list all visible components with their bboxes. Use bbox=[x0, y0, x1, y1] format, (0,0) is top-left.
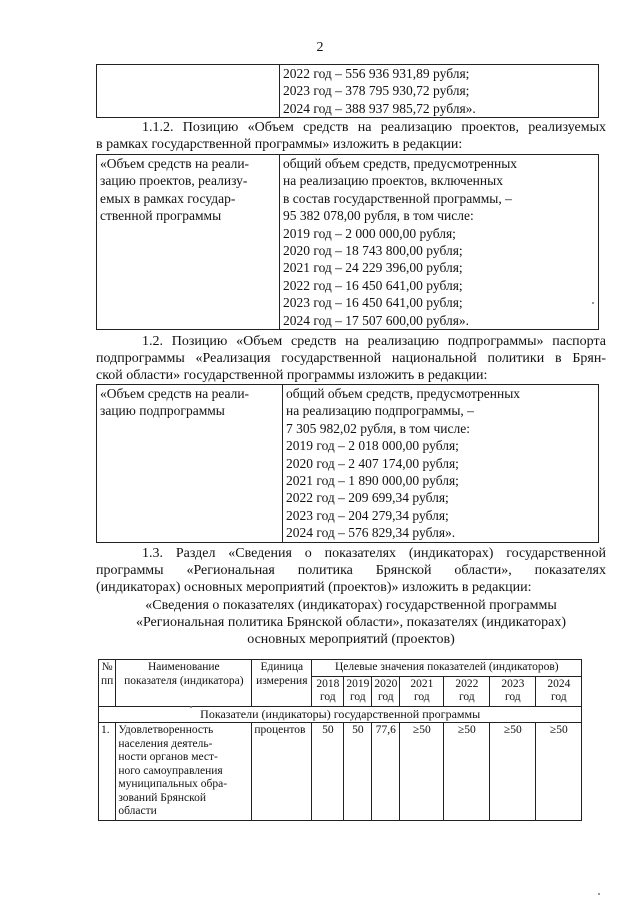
box3-right-line: 2021 год – 1 890 000,00 рубля; bbox=[286, 473, 459, 489]
row-value: 50 bbox=[312, 723, 344, 821]
year-value: 2024 bbox=[547, 677, 571, 690]
paragraph-1-1-2-line1: 1.1.2. Позицию «Объем средств на реализацию проектов, реализуемых bbox=[142, 120, 606, 135]
box3-left-line: «Объем средств на реали- bbox=[100, 386, 250, 401]
year-label: год bbox=[413, 691, 430, 703]
box2-left-line: емых в рамках государ- bbox=[100, 190, 236, 206]
box2-left-line: ственной программы bbox=[100, 208, 222, 224]
year-label: год bbox=[377, 691, 394, 703]
year-header bbox=[400, 676, 444, 706]
year-label: год bbox=[349, 691, 366, 703]
year-label: год bbox=[458, 691, 475, 703]
box2-right-line: на реализацию проектов, включенных bbox=[283, 173, 503, 189]
year-value: 2023 bbox=[501, 677, 525, 690]
header-target-values: Целевые значения показателей (индикаторов) bbox=[312, 660, 582, 677]
box3-right-line: 2022 год – 209 699,34 рубля; bbox=[286, 490, 449, 506]
box2-right-line: 2023 год – 16 450 641,00 рубля; bbox=[283, 295, 463, 311]
box1-right-cell bbox=[280, 65, 599, 118]
budget-box-2 bbox=[96, 154, 599, 330]
box3-right-line: 2024 год – 576 829,34 рубля». bbox=[286, 525, 456, 541]
row-value: 77,6 bbox=[372, 723, 400, 821]
table-row bbox=[99, 723, 582, 821]
header-name-line: показателя (индикатора) bbox=[124, 674, 244, 687]
paragraph-1-3-line1: 1.3. Раздел «Сведения о показателях (индикаторах) государственной bbox=[142, 546, 606, 561]
row-indicator-name bbox=[116, 723, 252, 821]
year-value: 2018 bbox=[316, 677, 340, 690]
scan-speck bbox=[190, 706, 192, 708]
row-value: ≥50 bbox=[400, 723, 444, 821]
row-name-line: муниципальных обра- bbox=[118, 778, 228, 790]
paragraph-1-2-line1: 1.2. Позицию «Объем средств на реализацию подпрограммы» паспорта bbox=[142, 334, 606, 349]
header-number bbox=[99, 660, 116, 707]
section-title-line1: «Сведения о показателях (индикаторах) государственной программы bbox=[145, 598, 557, 613]
row-name-line: ного самоуправления bbox=[118, 764, 223, 777]
box2-right-line: 2022 год – 16 450 641,00 рубля; bbox=[283, 277, 463, 293]
row-name-line: области bbox=[118, 805, 157, 817]
row-number: 1. bbox=[99, 723, 116, 821]
box2-right-line: 95 382 078,00 рубля, в том числе: bbox=[283, 208, 474, 224]
box2-right-line: в состав государственной программы, – bbox=[283, 190, 512, 206]
box2-right-line: 2024 год – 17 507 600,00 рубля». bbox=[283, 312, 470, 328]
box1-line: 2022 год – 556 936 931,89 рубля; bbox=[283, 66, 470, 81]
header-number-line: № bbox=[101, 661, 113, 673]
indicators-table bbox=[98, 659, 582, 821]
row-value: ≥50 bbox=[444, 723, 490, 821]
year-header bbox=[372, 676, 400, 706]
row-value: 50 bbox=[344, 723, 372, 821]
budget-box-1 bbox=[96, 64, 599, 118]
scan-speck bbox=[598, 893, 600, 895]
row-value: ≥50 bbox=[490, 723, 536, 821]
box2-right-cell bbox=[280, 155, 599, 330]
box1-line: 2023 год – 378 795 930,72 рубля; bbox=[283, 83, 470, 99]
header-unit-line: Единица bbox=[260, 661, 304, 673]
year-header bbox=[312, 676, 344, 706]
box3-right-line: 2020 год – 2 407 174,00 рубля; bbox=[286, 455, 459, 471]
row-name-line: Удовлетворенность bbox=[118, 724, 214, 736]
year-value: 2022 bbox=[455, 677, 479, 690]
box3-right-line: общий объем средств, предусмотренных bbox=[286, 386, 521, 401]
box3-right-line: 2023 год – 204 279,34 рубля; bbox=[286, 507, 449, 523]
year-value: 2021 bbox=[410, 677, 434, 690]
box3-right-line: на реализацию подпрограммы, – bbox=[286, 403, 474, 419]
paragraph-1-3-line3: (индикаторах) основных мероприятий (проектов)» изложить в редакции: bbox=[96, 580, 532, 595]
row-unit: процентов bbox=[252, 723, 312, 821]
section-title-line2: «Региональная политика Брянской области», показателях (индикаторах) bbox=[135, 615, 567, 630]
row-value: ≥50 bbox=[536, 723, 582, 821]
row-name-line: ности органов мест- bbox=[118, 751, 218, 763]
year-label: год bbox=[319, 691, 336, 703]
box2-right-line: 2020 год – 18 743 800,00 рубля; bbox=[283, 243, 463, 259]
year-header bbox=[444, 676, 490, 706]
budget-box-3 bbox=[96, 384, 599, 543]
header-indicator-name bbox=[116, 660, 252, 707]
year-value: 2020 bbox=[374, 677, 398, 690]
scan-speck bbox=[592, 302, 594, 304]
year-header bbox=[344, 676, 372, 706]
year-header bbox=[490, 676, 536, 706]
table-header-row bbox=[99, 660, 582, 677]
box3-left-line: зацию подпрограммы bbox=[100, 403, 225, 419]
box2-right-line: общий объем средств, предусмотренных bbox=[283, 156, 518, 171]
page-number: 2 bbox=[316, 40, 324, 55]
box2-left-line: «Объем средств на реали- bbox=[100, 156, 250, 171]
box2-right-line: 2019 год – 2 000 000,00 рубля; bbox=[283, 225, 456, 241]
box1-left-cell bbox=[97, 65, 280, 118]
box2-left-cell bbox=[97, 155, 280, 330]
paragraph-1-3-line2: программы «Региональная политика Брянской области», показателях bbox=[96, 563, 606, 578]
section-row-label: Показатели (индикаторы) государственной программы bbox=[99, 706, 582, 723]
row-name-line: населения деятель- bbox=[118, 737, 213, 750]
box3-right-cell bbox=[283, 385, 599, 543]
paragraph-1-2-line2: подпрограммы «Реализация государственной национальной политики в Брян- bbox=[96, 351, 606, 366]
year-label: год bbox=[550, 691, 567, 703]
header-unit bbox=[252, 660, 312, 707]
paragraph-1-1-2-line2: в рамках государственной программы» изложить в редакции: bbox=[96, 137, 463, 152]
box3-left-cell bbox=[97, 385, 283, 543]
box2-right-line: 2021 год – 24 229 396,00 рубля; bbox=[283, 260, 463, 276]
header-unit-line: измерения bbox=[256, 674, 308, 687]
row-name-line: зований Брянской bbox=[118, 791, 207, 804]
year-header bbox=[536, 676, 582, 706]
paragraph-1-2-line3: ской области» государственной программы изложить в редакции: bbox=[96, 368, 488, 383]
box3-right-line: 2019 год – 2 018 000,00 рубля; bbox=[286, 438, 459, 454]
year-label: год bbox=[504, 691, 521, 703]
year-value: 2019 bbox=[346, 677, 370, 690]
box3-right-line: 7 305 982,02 рубля, в том числе: bbox=[286, 420, 470, 436]
header-number-line: пп bbox=[101, 674, 114, 687]
box1-line: 2024 год – 388 937 985,72 рубля». bbox=[283, 100, 476, 116]
table-section-row bbox=[99, 706, 582, 723]
section-title-line3: основных мероприятий (проектов) bbox=[247, 632, 455, 647]
header-name-line: Наименование bbox=[147, 661, 220, 673]
box2-left-line: зацию проектов, реализу- bbox=[100, 173, 248, 189]
